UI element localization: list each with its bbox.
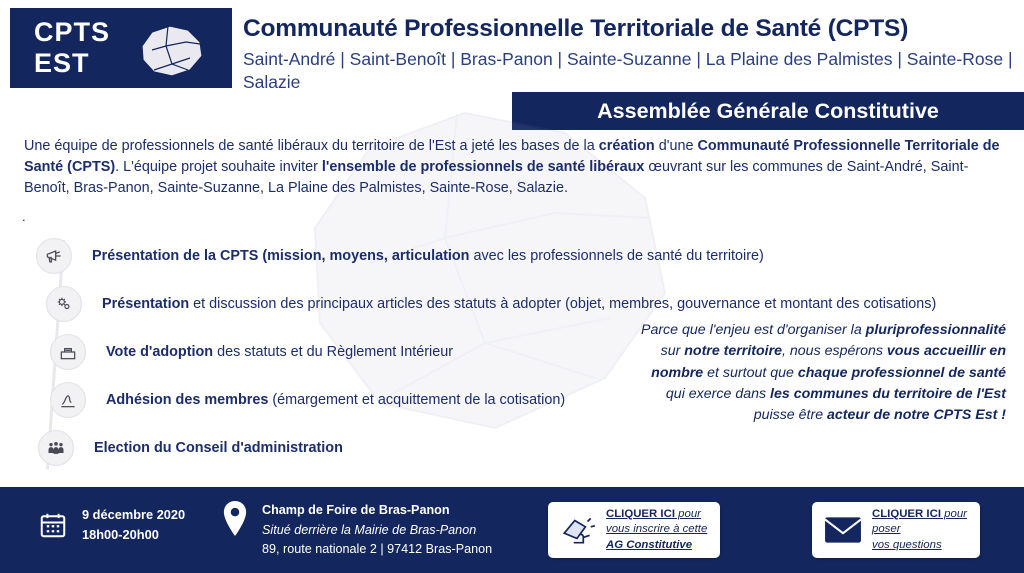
- cta1-rest: pour: [674, 507, 701, 520]
- agenda-text: [94, 439, 343, 458]
- quote-l3a: nombre: [651, 364, 704, 381]
- quote-l2b: notre territoire: [684, 343, 783, 360]
- questions-button[interactable]: [812, 502, 980, 558]
- page-footer: [0, 487, 1024, 573]
- agenda-4-post: (émargement et acquittement de la cotisation): [268, 391, 566, 408]
- megaphone-icon: [36, 238, 72, 274]
- assembly-banner: Assemblée Générale Constitutive: [512, 92, 1024, 130]
- agenda-text: [102, 295, 936, 314]
- event-date: 9 décembre 2020: [82, 507, 186, 522]
- quote-l4b: les communes du territoire de l'Est: [770, 385, 1006, 402]
- page-body: [0, 92, 1024, 487]
- ballot-box-icon: [50, 334, 86, 370]
- reunion-island-map-icon: [128, 20, 212, 80]
- quote-l5a: puisse être: [753, 407, 828, 424]
- agenda-5-pre: Election du Conseil d'administration: [94, 439, 343, 456]
- cta2-rest: pour poser: [872, 507, 967, 536]
- intro-part3: . L'équipe projet souhaite inviter: [115, 158, 322, 175]
- agenda-2-pre: Présentation: [102, 295, 190, 312]
- gears-icon: [46, 286, 82, 322]
- envelope-icon: [824, 516, 862, 544]
- agenda-1-post: avec les professionnels de santé du territoire): [469, 247, 764, 264]
- agenda-2-bold: et discussion des principaux articles des statuts à adopter: [189, 295, 562, 312]
- agenda-2-post: (objet, membres, gouvernance et montant des cotisations): [561, 295, 937, 312]
- footer-date-block: [38, 505, 185, 546]
- questions-button-label: [872, 507, 968, 553]
- agenda-text: [92, 247, 764, 266]
- agenda-1-bold: de la CPTS (mission, moyens, articulation: [179, 247, 470, 264]
- register-button-label: [606, 507, 707, 553]
- map-pin-icon: [222, 501, 248, 537]
- cta2-line2: vos questions: [872, 538, 942, 551]
- intro-bold3: l'ensemble de professionnels de santé libéraux: [321, 158, 645, 175]
- logo-line-1: CPTS: [34, 16, 111, 47]
- signature-icon: [50, 382, 86, 418]
- place-name: Champ de Foire de Bras-Panon: [262, 503, 450, 517]
- footer-date-text: [82, 505, 185, 546]
- calendar-icon: [38, 510, 68, 540]
- intro-bold2: Communauté Professionnelle Territoriale de Santé (CPTS): [24, 138, 1000, 175]
- intro-bold1: création: [598, 138, 655, 154]
- quote-l3c: chaque professionnel de santé: [797, 364, 1006, 381]
- register-button[interactable]: [548, 502, 720, 558]
- cta1-line3: AG Constitutive: [606, 538, 693, 551]
- agenda-4-pre: Adhésion des membres: [106, 391, 269, 408]
- agenda-text: [106, 343, 453, 362]
- quote-l1b: pluriprofessionnalité: [865, 322, 1006, 338]
- agenda-3-post: des statuts et du Règlement Intérieur: [213, 343, 454, 360]
- agenda-3-pre: Vote d'adoption: [106, 343, 214, 360]
- list-item: [38, 424, 1024, 472]
- intro-part1: Une équipe de professionnels de santé libéraux du territoire de l'Est a jeté les bases de la: [24, 138, 599, 154]
- quote-l2c: , nous espérons: [782, 343, 887, 360]
- intro-part2: d'une: [654, 138, 698, 154]
- cpts-logo: [10, 8, 232, 88]
- register-hand-icon: [560, 514, 596, 546]
- quote-l2a: sur: [660, 343, 685, 360]
- quote-l3b: et surtout que: [703, 364, 798, 381]
- place-note: Situé derrière la Mairie de Bras-Panon: [262, 522, 477, 537]
- logo-line-2: EST: [34, 48, 90, 78]
- intro-paragraph: [24, 136, 1000, 199]
- event-time: 18h00-20h00: [82, 527, 159, 543]
- cta2-strong: CLIQUER ICI: [872, 507, 941, 520]
- quote-l5b: acteur de notre CPTS Est !: [827, 407, 1006, 424]
- cta1-line2: vous inscrire à cette: [606, 523, 708, 536]
- footer-place-block: [222, 501, 492, 560]
- intro-part4: œuvrant sur les communes de Saint-André, Saint-Benoît, Bras-Panon, Sainte-Suzanne, La Plaine des Palmistes, Sainte-Rose, Salazie.: [24, 158, 969, 196]
- quote-l2d: vous accueillir en: [886, 343, 1006, 360]
- logo-text: [12, 17, 110, 79]
- agenda-1-pre: Présentation: [92, 247, 180, 264]
- footer-place-text: [262, 501, 492, 560]
- closing-quote: [616, 320, 1006, 426]
- list-item: [36, 232, 1024, 280]
- commune-list: Saint-André | Saint-Benoît | Bras-Panon | Sainte-Suzanne | La Plaine des Palmistes | Sainte-Rose | Salazie: [243, 48, 1013, 93]
- quote-l1a: Parce que l'enjeu est d'organiser la: [640, 322, 866, 338]
- cta1-strong: CLIQUER ICI: [606, 507, 675, 520]
- stray-dot: .: [22, 209, 26, 224]
- place-address: 89, route nationale 2 | 97412 Bras-Panon: [262, 542, 493, 557]
- agenda-text: [106, 391, 565, 410]
- quote-l4a: qui exerce dans: [665, 385, 771, 402]
- people-group-icon: [38, 430, 74, 466]
- page-title: Communauté Professionnelle Territoriale de Santé (CPTS): [243, 15, 909, 42]
